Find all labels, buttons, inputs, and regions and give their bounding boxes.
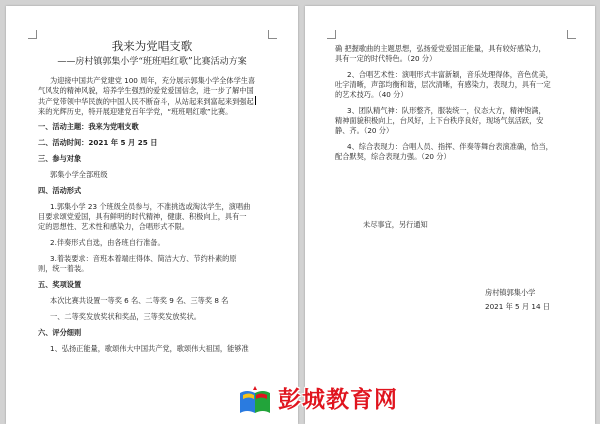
- document-subtitle: ——房村镇郭集小学“班班唱红歌”比赛活动方案: [57, 57, 247, 67]
- document-page-right: [305, 6, 595, 424]
- signature-date: 2021 年 5 月 14 日: [485, 302, 550, 311]
- section-body: 本次比赛共设置一等奖 6 名、二等奖 9 名、三等奖 8 名: [50, 296, 229, 305]
- scoring-line: 精神面貌积极向上，台风好，上下台秩序良好，现场气氛活跃，安: [335, 116, 544, 125]
- section-body: 郭集小学全部班级: [50, 170, 108, 179]
- crop-mark-top-left: [28, 30, 37, 39]
- scoring-line: 3、团队精气神：队形整齐，服装统一，仪态大方，精神饱满，: [347, 106, 546, 115]
- section-body: 2.伴奏形式自选，由各班自行准备。: [50, 238, 165, 247]
- document-title: 我来为党唱支歌: [111, 39, 193, 53]
- scoring-line: 配合默契，综合表现力强。（20 分）: [335, 152, 451, 161]
- scoring-line: 确 把握歌曲的主题思想，弘扬爱党爱国正能量，具有较好感染力，: [335, 44, 546, 53]
- sections-block: [38, 122, 274, 354]
- scoring-line: 2、合唱艺术性：演唱形式丰富新颖，音乐处理得体，音色优美，: [347, 70, 553, 79]
- scoring-line: 4、综合表现力：合唱人员、指挥、伴奏等舞台表演准确，恰当，: [347, 142, 553, 151]
- closing-note: 未尽事宜，另行通知: [363, 220, 428, 229]
- section-heading: 三、参与对象: [38, 154, 82, 163]
- intro-paragraph: [38, 76, 274, 117]
- section-body: 则，统一着装。: [38, 264, 89, 273]
- intro-line: 来的光辉历史，特开展迎建党百年学党，“班班唱红歌”比赛。: [38, 107, 233, 116]
- section-heading: 一、活动主题：我来为党唱支歌: [38, 122, 139, 131]
- scoring-line: 吐字清晰，声部均衡和谐，层次清晰，有感染力，表现力，具有一定: [335, 80, 551, 89]
- intro-line: 气风发的精神风貌，培养学生强烈的爱党爱国信念，进一步了解中国: [38, 86, 254, 95]
- section-body: 1.郭集小学 23 个班级全员参与，不准挑选或淘汰学生，演唱曲: [50, 202, 251, 211]
- intro-line: 共产党带领中华民族的中国人民不断奋斗，从站起来到富起来到强起: [38, 97, 254, 106]
- crop-mark-top-right: [268, 30, 277, 39]
- section-heading: 六、评分细则: [38, 328, 82, 337]
- signature-organization: 房村镇郭集小学: [485, 288, 536, 297]
- scoring-continued: [335, 44, 575, 162]
- section-body: 1、弘扬正能量，歌颂伟大中国共产党，歌颂伟大祖国，能够准: [50, 344, 249, 353]
- section-body: 定的思想性、艺术性和感染力，合唱形式不限。: [38, 222, 189, 231]
- scoring-line: 具有一定的时代特色。（20 分）: [335, 54, 437, 63]
- section-body: 目要求颂党爱国，具有鲜明的时代精神，健康、积极向上，具有一: [38, 212, 247, 221]
- watermark-text: 彭城教育网: [278, 387, 398, 413]
- intro-line: 为迎接中国共产党建党 100 周年，充分展示郭集小学全体学生喜: [50, 76, 256, 85]
- section-heading: 五、奖项设置: [38, 280, 82, 289]
- section-heading: 四、活动形式: [38, 186, 82, 195]
- text-cursor: [255, 96, 256, 105]
- section-body: 一、二等奖发放奖状和奖品，三等奖发放奖状。: [50, 312, 201, 321]
- section-body: 3.着装要求：音班本着端庄得体、简洁大方、节约朴素的原: [50, 254, 237, 263]
- crop-mark-top-left: [327, 30, 336, 39]
- scoring-line: 的艺术技巧。（40 分）: [335, 90, 408, 99]
- open-book-logo-icon: [238, 385, 272, 415]
- site-watermark: [238, 383, 438, 417]
- crop-mark-top-right: [567, 30, 576, 39]
- section-heading: 二、活动时间：2021 年 5 月 25 日: [38, 138, 158, 147]
- scoring-line: 静、齐。（20 分）: [335, 126, 394, 135]
- document-page-left: [6, 6, 298, 424]
